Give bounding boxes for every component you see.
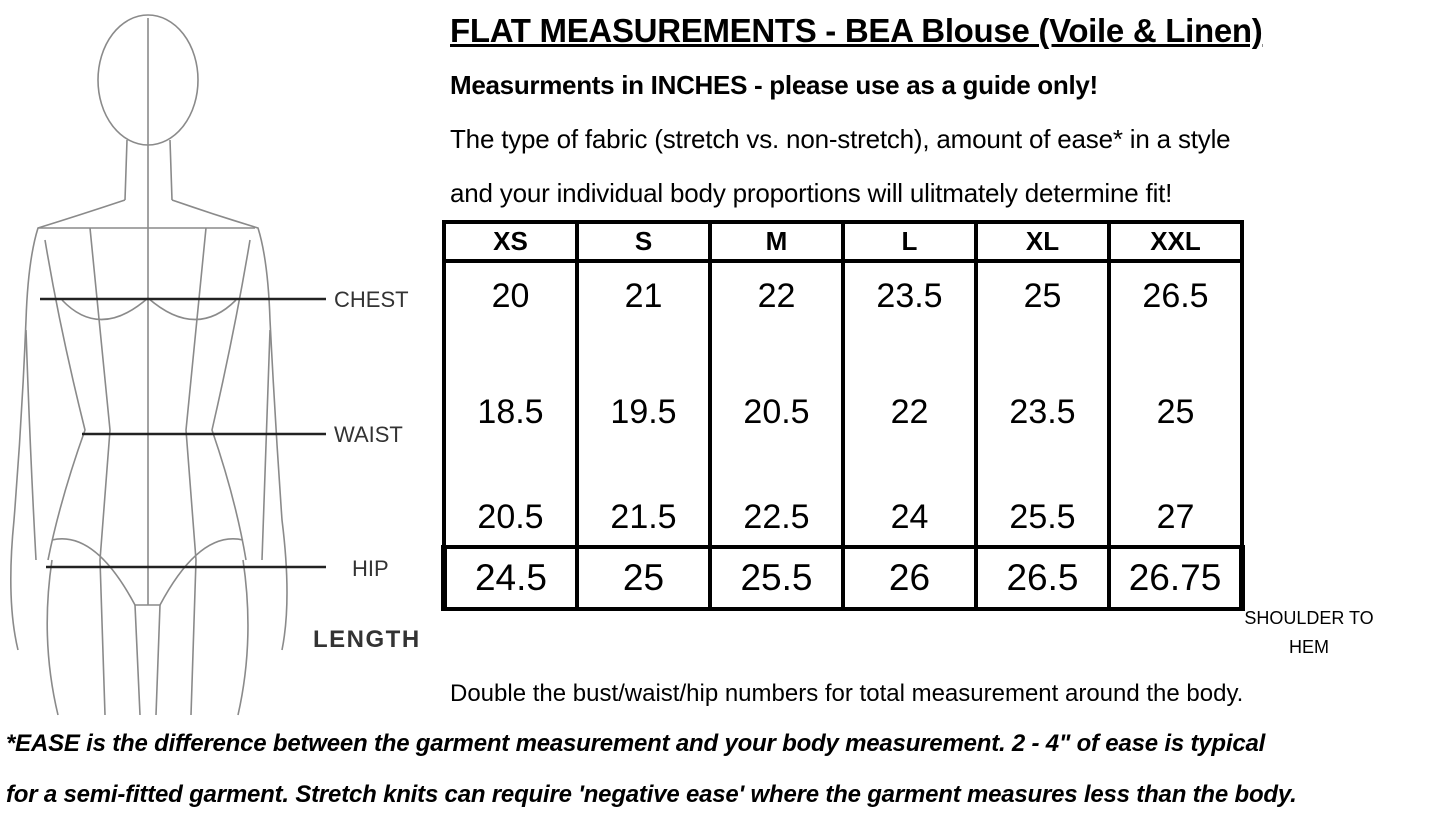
hip-cell: 24 — [843, 477, 976, 547]
chest-cell: 25 — [976, 261, 1109, 347]
chest-cell: 23.5 — [843, 261, 976, 347]
hip-cell: 27 — [1109, 477, 1242, 547]
chest-label: CHEST — [334, 287, 409, 312]
hip-row — [444, 477, 1242, 547]
waist-cell: 18.5 — [444, 347, 577, 477]
chest-cell: 20 — [444, 261, 577, 347]
chest-row — [444, 261, 1242, 347]
length-cell: 25 — [577, 547, 710, 609]
header-row — [444, 222, 1242, 261]
waist-cell: 19.5 — [577, 347, 710, 477]
length-cell: 26 — [843, 547, 976, 609]
size-chart-table — [441, 220, 1245, 611]
size-header-xl: XL — [976, 222, 1109, 261]
length-cell: 25.5 — [710, 547, 843, 609]
waist-row — [444, 347, 1242, 477]
waist-cell: 22 — [843, 347, 976, 477]
size-header-xs: XS — [444, 222, 577, 261]
size-header-m: M — [710, 222, 843, 261]
hip-cell: 22.5 — [710, 477, 843, 547]
body-outline — [11, 15, 287, 715]
length-cell: 24.5 — [444, 547, 577, 609]
intro-line-1: The type of fabric (stretch vs. non-stretch), amount of ease* in a style — [450, 124, 1231, 154]
chest-cell: 22 — [710, 261, 843, 347]
hip-label: HIP — [352, 556, 389, 581]
page-title: FLAT MEASUREMENTS - BEA Blouse (Voile & Linen) — [450, 12, 1263, 49]
shoulder-to-hem-note — [1244, 604, 1374, 662]
hip-cell: 21.5 — [577, 477, 710, 547]
hip-cell: 20.5 — [444, 477, 577, 547]
waist-cell: 25 — [1109, 347, 1242, 477]
body-figure-illustration — [0, 0, 440, 720]
waist-label: WAIST — [334, 422, 403, 447]
waist-cell: 23.5 — [976, 347, 1109, 477]
chest-cell: 26.5 — [1109, 261, 1242, 347]
double-note: Double the bust/waist/hip numbers for total measurement around the body. — [450, 680, 1244, 707]
waist-cell: 20.5 — [710, 347, 843, 477]
size-header-s: S — [577, 222, 710, 261]
ease-note-line-2: for a semi-fitted garment. Stretch knits can require 'negative ease' where the garment measures less than the body. — [6, 781, 1297, 808]
length-label: LENGTH — [313, 626, 421, 653]
ease-note-line-1: *EASE is the difference between the garment measurement and your body measurement. 2 - 4" of ease is typical — [6, 730, 1266, 757]
length-cell: 26.5 — [976, 547, 1109, 609]
intro-line-2: and your individual body proportions will ulitmately determine fit! — [450, 178, 1173, 208]
subtitle: Measurments in INCHES - please use as a guide only! — [450, 70, 1098, 100]
size-header-xxl: XXL — [1109, 222, 1242, 261]
hip-cell: 25.5 — [976, 477, 1109, 547]
chest-cell: 21 — [577, 261, 710, 347]
shoulder-note-line-2: HEM — [1289, 637, 1329, 657]
length-row — [444, 547, 1242, 609]
shoulder-note-line-1: SHOULDER TO — [1244, 608, 1374, 628]
size-header-l: L — [843, 222, 976, 261]
length-cell: 26.75 — [1109, 547, 1242, 609]
